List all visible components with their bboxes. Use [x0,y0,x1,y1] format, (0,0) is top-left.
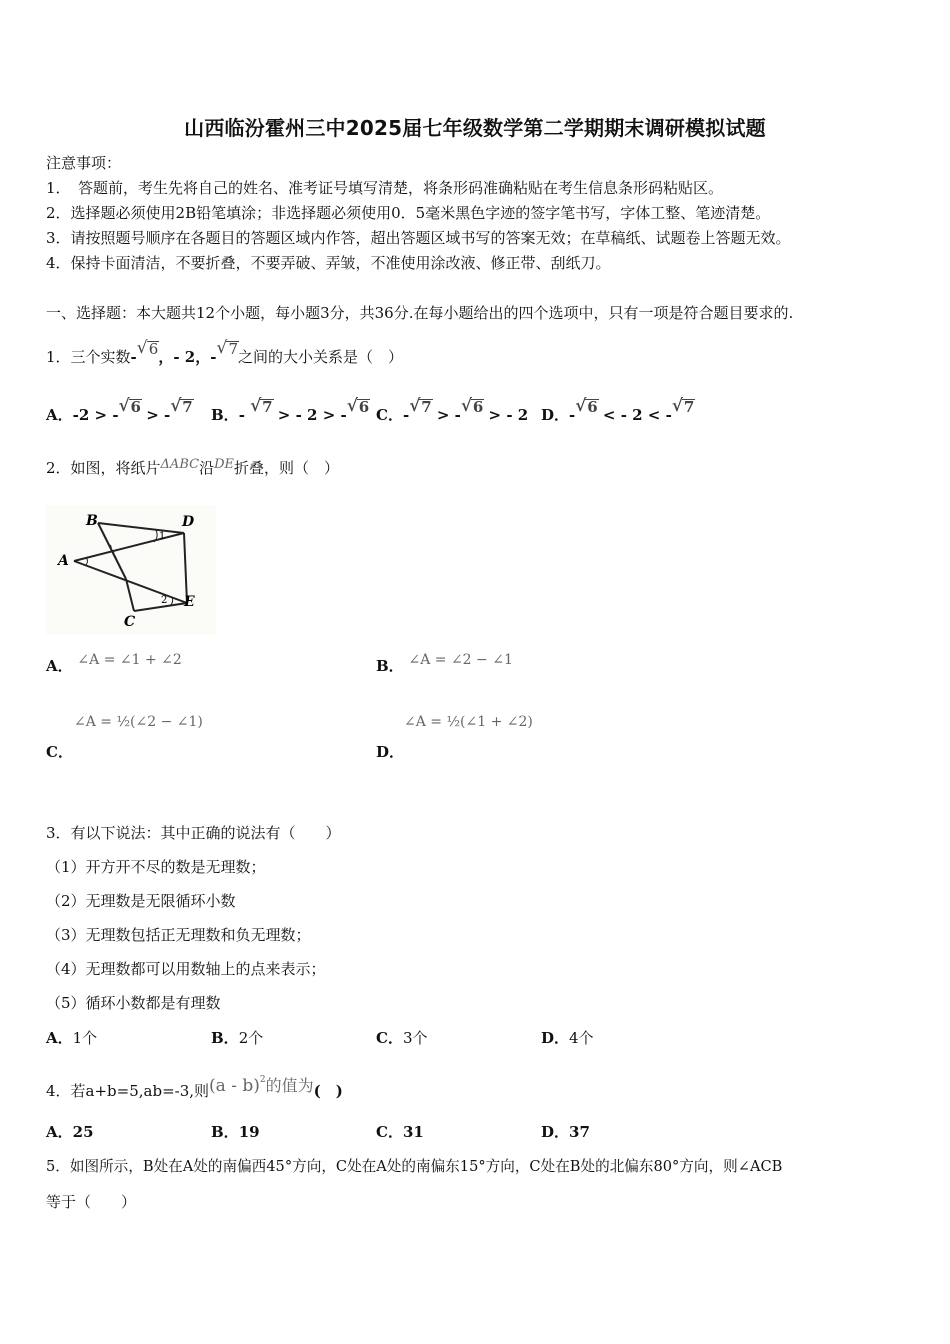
q4-option-a[interactable] [46,1121,94,1142]
option-text: > - [140,406,171,424]
option-text: - [402,406,410,424]
option-expression: ∠A = ∠2 − ∠1 [408,652,513,668]
label-a: A [58,553,69,569]
option-text: > - 2 [483,406,529,424]
q2-mid: 沿 [199,459,215,477]
question-1-stem [46,340,403,367]
question-3-stem: 3．有以下说法：其中正确的说法有（ ） [46,824,341,842]
option-label: C． [376,406,403,424]
label-angle-2: 2 [161,595,168,606]
option-label: D． [541,406,570,424]
q3-statement: （3）无理数包括正无理数和负无理数； [46,926,311,944]
q4-expression: (a - b) [209,1076,260,1096]
q4-option-b[interactable] [211,1121,260,1142]
option-text: > - 2 > - [272,406,347,424]
q3-option-c[interactable] [376,1027,428,1048]
folded-triangle-figure [46,505,216,635]
sqrt-term: √ 7 [170,398,192,416]
q2-option-c-expression: ∠A = ½(∠2 − ∠1) [74,714,203,730]
option-label: D． [541,1123,570,1141]
q3-statement: （4）无理数都可以用数轴上的点来表示； [46,960,326,978]
q3-statement: （1）开方开不尽的数是无理数； [46,858,266,876]
option-label: B． [376,657,404,675]
q3-option-d[interactable] [541,1027,594,1048]
q4-suffix: ( ) [313,1082,343,1100]
notice-item: 4．保持卡面清洁，不要折叠，不要弄破、弄皱，不准使用涂改液、修正带、刮纸刀。 [46,254,611,272]
option-label: C． [376,1123,403,1141]
notice-item: 2．选择题必须使用2B铅笔填涂；非选择题必须使用0．5毫米黑色字迹的签字笔书写，字体工整、笔迹清楚。 [46,204,771,222]
option-label: A． [46,406,73,424]
option-label: B． [211,406,239,424]
question-5-stem: 5．如图所示，B处在A处的南偏西45°方向，C处在A处的南偏东15°方向，C处在B处的北偏东80°方向，则∠ACB [46,1158,783,1175]
q4-prefix: 4．若a+b=5,ab=-3,则 [46,1082,210,1100]
option-expression: ∠A = ∠1 + ∠2 [77,652,182,668]
option-label: B． [211,1029,239,1047]
q1-t1: - [130,348,137,366]
option-label: D． [541,1029,570,1047]
option-text: 2个 [238,1029,264,1047]
q2-option-b[interactable] [376,652,513,676]
option-text: > - [431,406,461,424]
option-text: - [238,406,251,424]
q1-suffix: 之间的大小关系是（ ） [238,348,404,366]
sqrt-term: √ 6 [347,398,369,416]
q4-option-c[interactable] [376,1121,424,1142]
q1-option-d[interactable] [541,398,694,425]
question-5-stem-end: 等于（ ） [46,1193,137,1211]
q1-prefix: 1．三个实数 [46,348,131,366]
option-text: -2 > - [72,406,119,424]
q1-option-c[interactable] [376,398,528,425]
option-text: 3个 [402,1029,428,1047]
label-c: C [124,614,136,630]
sqrt-term: √ 7 [409,398,431,416]
label-d: D [182,514,195,530]
option-label: A． [46,1029,73,1047]
option-label: A． [46,1123,73,1141]
notice-heading: 注意事项： [46,154,122,172]
option-text: 31 [402,1123,424,1141]
q3-statement: （5）循环小数都是有理数 [46,994,221,1012]
q1-option-a[interactable] [46,398,193,425]
label-angle-1: 1 [159,531,166,542]
notice-item: 3．请按照题号顺序在各题目的答题区域内作答，超出答题区域书写的答案无效；在草稿纸、试题卷上答题无效。 [46,229,791,247]
sqrt-term: √ 6 [575,398,597,416]
notice-item: 1． 答题前，考生先将自己的姓名、准考证号填写清楚，将条形码准确粘贴在考生信息条形码粘贴区。 [46,179,724,197]
option-label: C． [376,1029,403,1047]
question-2-stem [46,457,339,478]
q1-option-b[interactable] [211,398,369,425]
sqrt-term: √ 7 [250,398,272,416]
option-text: < - 2 < - [597,406,672,424]
page-title: 山西临汾霍州三中2025届七年级数学第二学期期末调研模拟试题 [184,116,766,140]
q1-t2: ，- 2，- [158,348,217,366]
q2-option-d-expression: ∠A = ½(∠1 + ∠2) [404,714,533,730]
question-4-stem [46,1073,343,1101]
sqrt-term: √ 6 [461,398,483,416]
q2-suffix: 折叠，则（ ） [234,459,340,477]
option-text: - [569,406,576,424]
sqrt-6: √ 6 [137,340,159,358]
q3-option-a[interactable] [46,1027,97,1048]
q2-option-a[interactable] [46,652,182,676]
q2-option-d[interactable] [376,741,404,762]
option-text: 1个 [72,1029,98,1047]
option-label: D． [376,743,405,761]
q4-exponent: 2 [259,1075,266,1085]
option-text: 4个 [569,1029,594,1047]
label-b: B [86,513,98,529]
sqrt-term: √ 7 [672,398,694,416]
q3-option-b[interactable] [211,1027,263,1048]
q3-statement: （2）无理数是无限循环小数 [46,892,236,910]
sqrt-term: √ 6 [119,398,141,416]
q2-option-c[interactable] [46,741,73,762]
q2-prefix: 2．如图，将纸片 [46,459,161,477]
label-e: E [184,594,195,610]
option-label: C． [46,743,73,761]
option-text: 25 [72,1123,94,1141]
section-heading: 一、选择题：本大题共12个小题，每小题3分，共36分.在每小题给出的四个选项中，只有一项是符合题目要求的. [46,304,794,322]
q4-tail: 的值为 [265,1076,314,1095]
option-label: A． [46,657,73,675]
q2-triangle: ΔABC [160,457,200,472]
option-text: 37 [569,1123,590,1141]
option-label: B． [211,1123,239,1141]
option-text: 19 [238,1123,260,1141]
q4-option-d[interactable] [541,1121,590,1142]
sqrt-7: √ 7 [216,340,238,358]
q2-segment: DE [214,457,235,472]
